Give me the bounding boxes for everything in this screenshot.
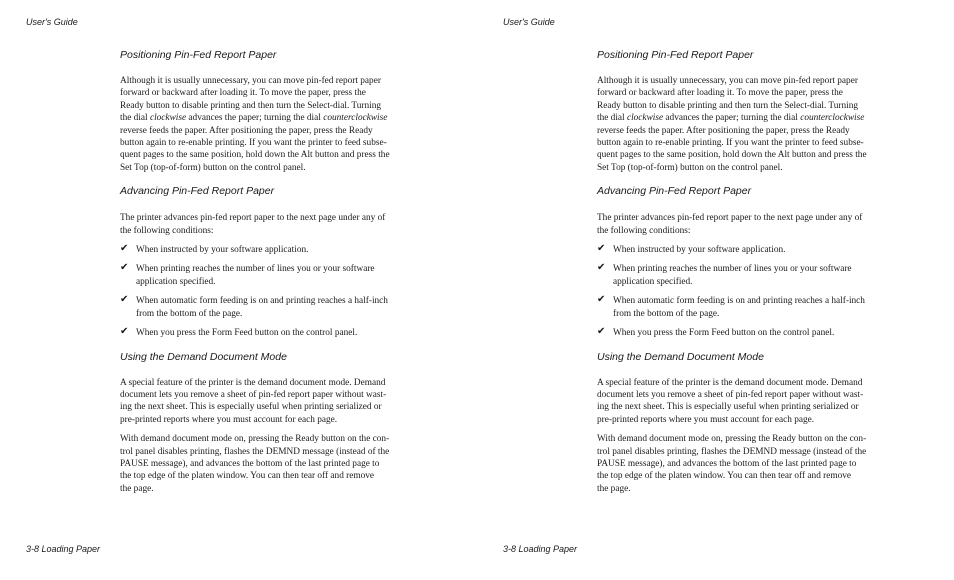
checkmark-icon: ✔ (597, 326, 606, 338)
section-heading-demand: Using the Demand Document Mode (597, 350, 764, 363)
page-right (477, 0, 954, 580)
text-line: application specified. (136, 276, 216, 287)
demand-paragraph-2 (120, 433, 426, 495)
section-heading-advancing: Advancing Pin-Fed Report Paper (120, 185, 275, 198)
demand-paragraph-1 (597, 377, 903, 427)
text-line: pre-printed reports where you must account for each page. (597, 414, 815, 425)
text-line: reverse feeds the paper. After positioning the paper, press the Ready (597, 125, 850, 136)
text-line: Although it is usually unnecessary, you can move pin-fed report paper (120, 76, 381, 86)
list-item (120, 295, 426, 320)
list-item (597, 244, 903, 256)
text-run: advances the paper; turning the dial (186, 113, 324, 124)
text-line: trol panel disables printing, flashes the DEMND message (instead of the (120, 446, 390, 457)
text-run: the dial (120, 113, 150, 124)
advancing-intro (597, 212, 903, 237)
running-head: User's Guide (26, 17, 78, 27)
emphasis-counterclockwise: counterclockwise (800, 113, 865, 124)
text-line: from the bottom of the page. (613, 308, 720, 319)
text-line: When instructed by your software application. (136, 245, 309, 256)
text-line: document lets you remove a sheet of pin-fed report paper without wast- (597, 389, 864, 400)
text-line: the page. (120, 483, 154, 494)
page-body (120, 49, 426, 502)
list-item (120, 244, 426, 256)
text-line: forward or backward after loading it. To move the paper, press the (120, 88, 366, 99)
text-line: A special feature of the printer is the demand document mode. Demand (597, 377, 863, 388)
text-run: advances the paper; turning the dial (663, 113, 801, 124)
page-body (597, 49, 903, 502)
text-line: button again to re-enable printing. If you want the printer to feed subse- (597, 138, 864, 149)
running-head: User's Guide (503, 17, 555, 27)
text-line: the following conditions: (597, 225, 691, 236)
checkmark-icon: ✔ (120, 326, 129, 338)
text-line: button again to re-enable printing. If you want the printer to feed subse- (120, 138, 387, 149)
text-line: When you press the Form Feed button on the control panel. (613, 328, 835, 339)
section-heading-positioning: Positioning Pin-Fed Report Paper (597, 49, 754, 61)
list-item (597, 263, 903, 288)
advancing-intro (120, 212, 426, 237)
text-line: the page. (597, 483, 631, 494)
emphasis-counterclockwise: counterclockwise (323, 113, 388, 124)
text-line: the top edge of the platen window. You can then tear off and remove (597, 471, 852, 482)
demand-paragraph-1 (120, 377, 426, 427)
text-line: The printer advances pin-fed report paper to the next page under any of (120, 213, 386, 224)
text-line: When you press the Form Feed button on the control panel. (136, 328, 358, 339)
text-line: When instructed by your software application. (613, 245, 786, 256)
section-heading-advancing: Advancing Pin-Fed Report Paper (597, 185, 752, 198)
list-item (597, 295, 903, 320)
conditions-list (597, 244, 903, 339)
demand-paragraph-2 (597, 433, 903, 495)
text-line: Set Top (top-of-form) button on the control panel. (597, 162, 783, 173)
checkmark-icon: ✔ (120, 294, 129, 306)
text-line: pre-printed reports where you must account for each page. (120, 414, 338, 425)
text-line: PAUSE message), and advances the bottom of the last printed page to (120, 458, 380, 469)
text-line: Although it is usually unnecessary, you can move pin-fed report paper (597, 76, 858, 86)
text-line: With demand document mode on, pressing the Ready button on the con- (120, 434, 390, 445)
conditions-list (120, 244, 426, 339)
section-heading-positioning: Positioning Pin-Fed Report Paper (120, 49, 277, 61)
text-line: The printer advances pin-fed report paper to the next page under any of (597, 213, 863, 224)
checkmark-icon: ✔ (597, 294, 606, 306)
text-line: document lets you remove a sheet of pin-fed report paper without wast- (120, 389, 387, 400)
text-line: from the bottom of the page. (136, 308, 243, 319)
positioning-paragraph (597, 75, 903, 174)
emphasis-clockwise: clockwise (149, 113, 187, 124)
text-line: When printing reaches the number of lines you or your software (613, 264, 852, 275)
checkmark-icon: ✔ (120, 243, 129, 255)
emphasis-clockwise: clockwise (626, 113, 664, 124)
text-line: With demand document mode on, pressing the Ready button on the con- (597, 434, 867, 445)
text-line: PAUSE message), and advances the bottom of the last printed page to (597, 458, 857, 469)
list-item (597, 327, 903, 339)
text-line: ing the next sheet. This is especially useful when printing serialized or (120, 402, 382, 413)
text-line: When printing reaches the number of lines you or your software (136, 264, 375, 275)
text-line: When automatic form feeding is on and printing reaches a half-inch (136, 296, 388, 307)
text-run: the dial (597, 113, 627, 124)
section-heading-demand: Using the Demand Document Mode (120, 350, 287, 363)
text-line: trol panel disables printing, flashes the DEMND message (instead of the (597, 446, 867, 457)
text-line: forward or backward after loading it. To move the paper, press the (597, 88, 843, 99)
text-line: the top edge of the platen window. You can then tear off and remove (120, 471, 375, 482)
checkmark-icon: ✔ (597, 262, 606, 274)
text-line: reverse feeds the paper. After positioning the paper, press the Ready (120, 125, 373, 136)
text-line: Set Top (top-of-form) button on the control panel. (120, 162, 306, 173)
list-item (120, 263, 426, 288)
positioning-paragraph (120, 75, 426, 174)
running-foot: 3-8 Loading Paper (26, 544, 101, 554)
text-line: application specified. (613, 276, 693, 287)
checkmark-icon: ✔ (597, 243, 606, 255)
running-foot: 3-8 Loading Paper (503, 544, 578, 554)
text-line: the following conditions: (120, 225, 214, 236)
list-item (120, 327, 426, 339)
text-line: quent pages to the same position, hold down the Alt button and press the (597, 150, 867, 161)
checkmark-icon: ✔ (120, 262, 129, 274)
text-line: Ready button to disable printing and then turn the Select-dial. Turning (597, 100, 859, 111)
text-line: When automatic form feeding is on and printing reaches a half-inch (613, 296, 865, 307)
text-line: ing the next sheet. This is especially useful when printing serialized or (597, 402, 859, 413)
text-line: Ready button to disable printing and then turn the Select-dial. Turning (120, 100, 382, 111)
text-line: quent pages to the same position, hold down the Alt button and press the (120, 150, 390, 161)
text-line: A special feature of the printer is the demand document mode. Demand (120, 377, 386, 388)
